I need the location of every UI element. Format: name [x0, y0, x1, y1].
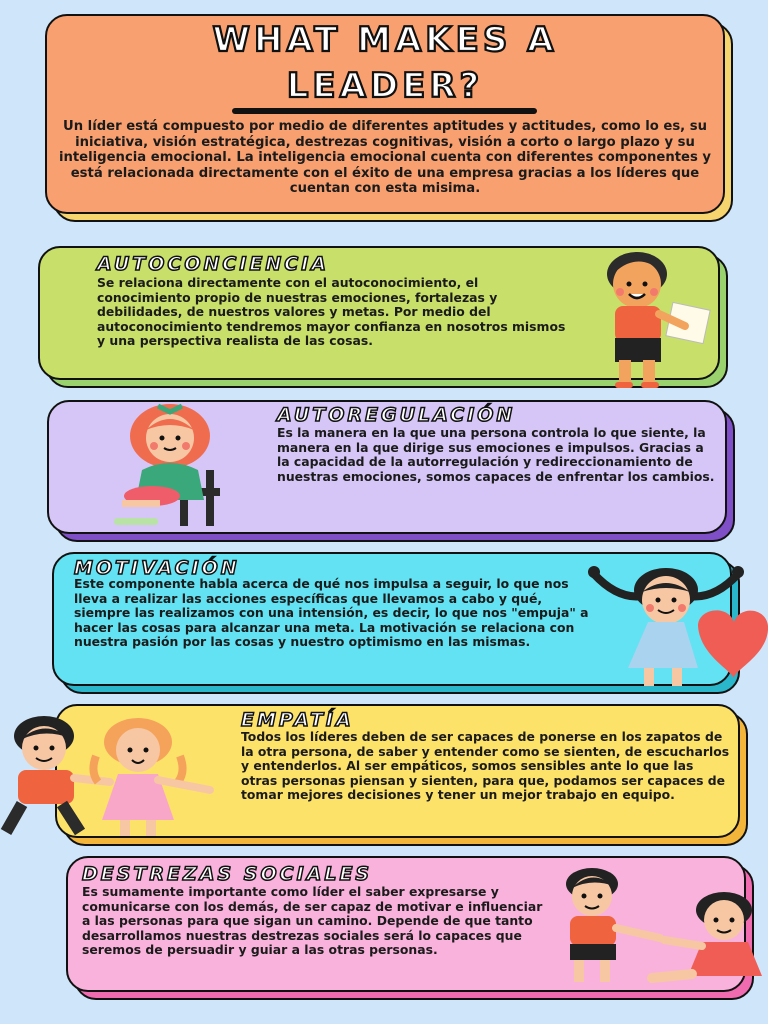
girl-on-chair-illustration — [108, 400, 233, 530]
page-title-line1: WHAT MAKES A — [212, 20, 558, 60]
motivacion-text: Este componente habla acerca de qué nos impulsa a seguir, lo que nos lleva a realizar las acciones específicas que llevamos a cabo y qué, siempre las realizamos con una intensión, es decir, lo que nos "empuja" a hacer las cosas para alcanzar una meta. La motivación se relaciona con nuestra pasión por las cosas y nuestro optimismo en las mismas. — [74, 576, 589, 650]
autoconciencia-text: Se relaciona directamente con el autoconocimiento, el conocimiento propio de nuestras emociones, fortalezas y debilidades, de nuestros valores y metas. Por medio del autoconocimiento tendremos mayor confianza en nosotros mismos y una perspectiva realista de las cosas. — [97, 275, 566, 349]
kids-helping-illustration — [552, 866, 766, 990]
destrezas-text: Es sumamente importante como líder el saber expresarse y comunicarse con los demás, de ser capaz de motivar e influenciar a las personas para que sigan un camino. Depende de que tanto desarrollamos nuestras destrezas sociales será lo capaces que seremos de persuadir y guiar a las otras personas. — [82, 884, 543, 958]
autorregulacion-heading: AUTOREGULACIÓN — [277, 404, 516, 426]
motivacion-heading: MOTIVACIÓN — [74, 557, 240, 579]
destrezas-heading: DESTREZAS SOCIALES — [82, 863, 373, 885]
page-title-line2: LEADER? — [286, 66, 484, 106]
boy-with-paper-illustration — [585, 244, 720, 392]
two-kids-illustration — [0, 712, 236, 842]
title-underline — [232, 108, 537, 114]
autoconciencia-heading: AUTOCONCIENCIA — [97, 253, 329, 275]
girl-with-heart-illustration — [588, 560, 768, 695]
empatia-text: Todos los líderes deben de ser capaces de ponerse en los zapatos de la otra persona, de saber y entender como se sienten, de escucharlos y entenderlos. Al ser empáticos, somos sensibles ante lo que las otras personas piensan y sienten, para que, podamos ser capaces de tomar mejores decisiones y tener un mejor trabajo en equipo. — [241, 729, 730, 803]
intro-text: Un líder está compuesto por medio de diferentes aptitudes y actitudes, como lo es, su iniciativa, visión estratégica, destrezas cognitivas, visión a corto o largo plazo y su inteligencia emocional. La inteligencia emocional cuenta con diferentes componentes y está relacionada directamente con el éxito de una empresa gracias a los líderes que cuentan con esta misima. — [58, 119, 712, 197]
autorregulacion-text: Es la manera en la que una persona controla lo que siente, la manera en la que dirige sus emociones e impulsos. Gracias a la capacidad de la autorregulación y redireccionamiento de nuestras emociones, somos capaces de enfrentar los cambios. — [277, 425, 715, 484]
empatia-heading: EMPATÍA — [241, 709, 354, 731]
